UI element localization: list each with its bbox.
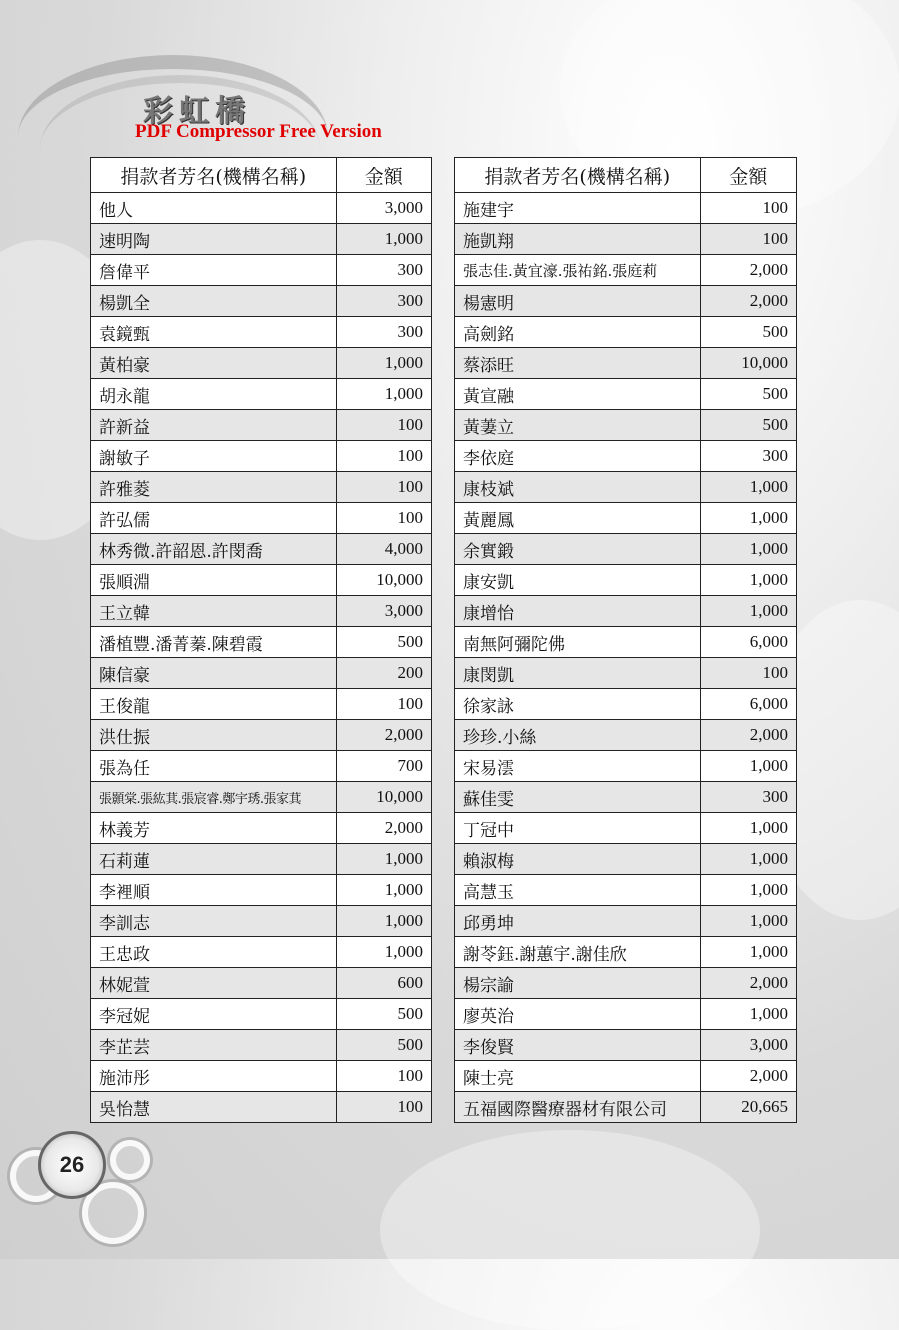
donor-name-cell: 李芷芸 [91, 1030, 337, 1061]
donor-name-cell: 丁冠中 [455, 813, 701, 844]
donor-name-cell: 王俊龍 [91, 689, 337, 720]
donation-amount-cell: 100 [700, 193, 796, 224]
donation-amount-cell: 100 [336, 410, 431, 441]
donor-name-cell: 速明陶 [91, 224, 337, 255]
donation-amount-cell: 1,000 [700, 472, 796, 503]
donation-amount-cell: 300 [700, 782, 796, 813]
donor-name-cell: 許雅菱 [91, 472, 337, 503]
donor-name-cell: 高劍銘 [455, 317, 701, 348]
donor-name-cell: 許新益 [91, 410, 337, 441]
donation-amount-cell: 200 [336, 658, 431, 689]
table-row [455, 1092, 797, 1123]
table-row [91, 906, 432, 937]
amount-column-header: 金額 [336, 158, 431, 193]
donor-name-cell: 楊宗諭 [455, 968, 701, 999]
table-row [455, 1030, 797, 1061]
donor-name-cell: 余實鍛 [455, 534, 701, 565]
table-row [91, 348, 432, 379]
donation-amount-cell: 100 [336, 441, 431, 472]
donation-amount-cell: 500 [336, 999, 431, 1030]
donor-name-cell: 胡永龍 [91, 379, 337, 410]
table-row [455, 720, 797, 751]
name-column-header: 捐款者芳名(機構名稱) [455, 158, 701, 193]
donor-name-cell: 廖英治 [455, 999, 701, 1030]
donor-name-cell: 李訓志 [91, 906, 337, 937]
donor-name-cell: 賴淑梅 [455, 844, 701, 875]
donor-name-cell: 謝敏子 [91, 441, 337, 472]
donation-amount-cell: 1,000 [700, 596, 796, 627]
table-row [455, 534, 797, 565]
table-row [91, 875, 432, 906]
donor-name-cell: 康增怡 [455, 596, 701, 627]
amount-column-header: 金額 [700, 158, 796, 193]
donor-name-cell: 康枝斌 [455, 472, 701, 503]
donor-name-cell: 陳信豪 [91, 658, 337, 689]
donor-name-cell: 李裡順 [91, 875, 337, 906]
donation-amount-cell: 3,000 [336, 596, 431, 627]
table-row [91, 627, 432, 658]
table-row [455, 503, 797, 534]
donor-name-cell: 高慧玉 [455, 875, 701, 906]
table-row [91, 844, 432, 875]
donation-amount-cell: 2,000 [700, 1061, 796, 1092]
donor-name-cell: 蘇佳雯 [455, 782, 701, 813]
table-row [91, 503, 432, 534]
donation-amount-cell: 10,000 [336, 782, 431, 813]
donation-amount-cell: 100 [336, 472, 431, 503]
donation-amount-cell: 100 [336, 1092, 431, 1123]
table-row [455, 255, 797, 286]
donor-name-cell: 詹偉平 [91, 255, 337, 286]
table-row [91, 379, 432, 410]
table-row [455, 410, 797, 441]
table-row [455, 472, 797, 503]
donation-amount-cell: 3,000 [336, 193, 431, 224]
table-row [91, 1030, 432, 1061]
donation-amount-cell: 3,000 [700, 1030, 796, 1061]
donor-name-cell: 潘植豐.潘菁蓁.陳碧霞 [91, 627, 337, 658]
table-row [91, 689, 432, 720]
table-row [455, 441, 797, 472]
table-row [455, 658, 797, 689]
donation-amount-cell: 500 [700, 379, 796, 410]
donor-name-cell: 珍珍.小絲 [455, 720, 701, 751]
table-row [455, 968, 797, 999]
table-row [455, 348, 797, 379]
table-row [455, 317, 797, 348]
table-header-row [91, 158, 432, 193]
donor-name-cell: 他人 [91, 193, 337, 224]
donor-table-left [90, 157, 432, 1123]
donor-name-cell: 石莉蓮 [91, 844, 337, 875]
donor-name-cell: 黃柏豪 [91, 348, 337, 379]
donation-amount-cell: 100 [700, 658, 796, 689]
donor-name-cell: 王忠政 [91, 937, 337, 968]
donation-amount-cell: 1,000 [700, 813, 796, 844]
table-row [91, 1061, 432, 1092]
table-row [91, 410, 432, 441]
donation-amount-cell: 500 [700, 317, 796, 348]
donor-name-cell: 張順淵 [91, 565, 337, 596]
table-row [455, 875, 797, 906]
table-row [455, 937, 797, 968]
donor-name-cell: 林義芳 [91, 813, 337, 844]
table-row [91, 1092, 432, 1123]
table-row [91, 782, 432, 813]
donor-name-cell: 王立韓 [91, 596, 337, 627]
donor-name-cell: 李依庭 [455, 441, 701, 472]
table-row [91, 937, 432, 968]
table-row [455, 379, 797, 410]
donation-amount-cell: 2,000 [700, 255, 796, 286]
donation-amount-cell: 1,000 [700, 534, 796, 565]
donation-amount-cell: 1,000 [336, 875, 431, 906]
donation-amount-cell: 1,000 [700, 565, 796, 596]
donor-name-cell: 張志佳.黃宜濠.張祐銘.張庭莉 [455, 255, 701, 286]
name-column-header: 捐款者芳名(機構名稱) [91, 158, 337, 193]
donor-name-cell: 徐家詠 [455, 689, 701, 720]
table-row [91, 224, 432, 255]
donation-amount-cell: 300 [336, 317, 431, 348]
donor-name-cell: 五福國際醫療器材有限公司 [455, 1092, 701, 1123]
table-row [91, 658, 432, 689]
donation-amount-cell: 1,000 [700, 999, 796, 1030]
table-row [455, 999, 797, 1030]
table-row [91, 751, 432, 782]
donation-amount-cell: 300 [700, 441, 796, 472]
table-row [455, 193, 797, 224]
donor-name-cell: 謝苓鈺.謝蕙宇.謝佳欣 [455, 937, 701, 968]
donation-amount-cell: 100 [700, 224, 796, 255]
donation-amount-cell: 100 [336, 503, 431, 534]
donation-amount-cell: 300 [336, 255, 431, 286]
table-row [91, 565, 432, 596]
table-row [455, 751, 797, 782]
donor-name-cell: 南無阿彌陀佛 [455, 627, 701, 658]
background-petal [380, 1130, 760, 1330]
page-number-badge [38, 1131, 106, 1199]
donor-name-cell: 康閔凱 [455, 658, 701, 689]
donation-amount-cell: 1,000 [336, 348, 431, 379]
donation-amount-cell: 500 [336, 627, 431, 658]
donor-name-cell: 楊凱全 [91, 286, 337, 317]
donor-name-cell: 張顥棠.張紘萁.張宸睿.鄭宇琇.張家萁 [91, 782, 337, 813]
table-row [455, 782, 797, 813]
table-row [91, 441, 432, 472]
donor-name-cell: 康安凱 [455, 565, 701, 596]
table-row [91, 472, 432, 503]
donation-amount-cell: 500 [700, 410, 796, 441]
donation-amount-cell: 2,000 [700, 720, 796, 751]
donation-amount-cell: 1,000 [700, 906, 796, 937]
donor-name-cell: 黃萋立 [455, 410, 701, 441]
donation-amount-cell: 100 [336, 1061, 431, 1092]
donor-name-cell: 宋易澐 [455, 751, 701, 782]
table-row [91, 534, 432, 565]
table-row [91, 317, 432, 348]
donation-amount-cell: 700 [336, 751, 431, 782]
donor-name-cell: 黃麗鳳 [455, 503, 701, 534]
table-row [455, 906, 797, 937]
donor-name-cell: 楊憲明 [455, 286, 701, 317]
donation-amount-cell: 2,000 [700, 286, 796, 317]
donation-amount-cell: 1,000 [700, 844, 796, 875]
table-row [455, 1061, 797, 1092]
donor-name-cell: 陳士亮 [455, 1061, 701, 1092]
donation-amount-cell: 6,000 [700, 689, 796, 720]
donation-amount-cell: 10,000 [336, 565, 431, 596]
table-row [91, 720, 432, 751]
watermark-text: PDF Compressor Free Version [135, 121, 382, 142]
donor-name-cell: 袁鏡甄 [91, 317, 337, 348]
table-row [91, 286, 432, 317]
donation-amount-cell: 100 [336, 689, 431, 720]
page-title: 彩虹橋 [143, 94, 251, 129]
donor-name-cell: 蔡添旺 [455, 348, 701, 379]
donation-amount-cell: 1,000 [336, 906, 431, 937]
table-row [91, 813, 432, 844]
donor-name-cell: 施凱翔 [455, 224, 701, 255]
table-row [455, 286, 797, 317]
table-row [455, 813, 797, 844]
table-row [455, 627, 797, 658]
donation-amount-cell: 2,000 [336, 813, 431, 844]
donor-name-cell: 許弘儒 [91, 503, 337, 534]
donor-name-cell: 邱勇坤 [455, 906, 701, 937]
donation-amount-cell: 1,000 [700, 503, 796, 534]
table-row [455, 565, 797, 596]
donor-name-cell: 張為任 [91, 751, 337, 782]
donor-name-cell: 黃宣融 [455, 379, 701, 410]
page-number: 26 [59, 1152, 85, 1177]
donation-amount-cell: 1,000 [336, 844, 431, 875]
donor-table-right [454, 157, 797, 1123]
donation-amount-cell: 500 [336, 1030, 431, 1061]
donation-amount-cell: 300 [336, 286, 431, 317]
donation-amount-cell: 1,000 [336, 224, 431, 255]
donor-name-cell: 李冠妮 [91, 999, 337, 1030]
donation-amount-cell: 1,000 [336, 937, 431, 968]
donor-name-cell: 洪仕振 [91, 720, 337, 751]
table-row [91, 193, 432, 224]
donation-amount-cell: 10,000 [700, 348, 796, 379]
table-row [91, 968, 432, 999]
donation-amount-cell: 2,000 [700, 968, 796, 999]
table-row [455, 844, 797, 875]
table-row [455, 689, 797, 720]
donor-name-cell: 吳怡慧 [91, 1092, 337, 1123]
donation-amount-cell: 4,000 [336, 534, 431, 565]
table-row [91, 255, 432, 286]
donation-amount-cell: 2,000 [336, 720, 431, 751]
donation-amount-cell: 6,000 [700, 627, 796, 658]
donation-amount-cell: 1,000 [700, 751, 796, 782]
decorative-ring [110, 1140, 150, 1180]
donation-amount-cell: 1,000 [336, 379, 431, 410]
table-row [455, 224, 797, 255]
donation-amount-cell: 600 [336, 968, 431, 999]
table-row [91, 596, 432, 627]
donation-amount-cell: 1,000 [700, 937, 796, 968]
donation-amount-cell: 20,665 [700, 1092, 796, 1123]
table-row [455, 596, 797, 627]
donation-amount-cell: 1,000 [700, 875, 796, 906]
table-header-row [455, 158, 797, 193]
table-row [91, 999, 432, 1030]
donor-name-cell: 施沛彤 [91, 1061, 337, 1092]
donor-name-cell: 施建宇 [455, 193, 701, 224]
donor-name-cell: 林妮萱 [91, 968, 337, 999]
donor-name-cell: 李俊賢 [455, 1030, 701, 1061]
donor-name-cell: 林秀微.許韶恩.許閔喬 [91, 534, 337, 565]
